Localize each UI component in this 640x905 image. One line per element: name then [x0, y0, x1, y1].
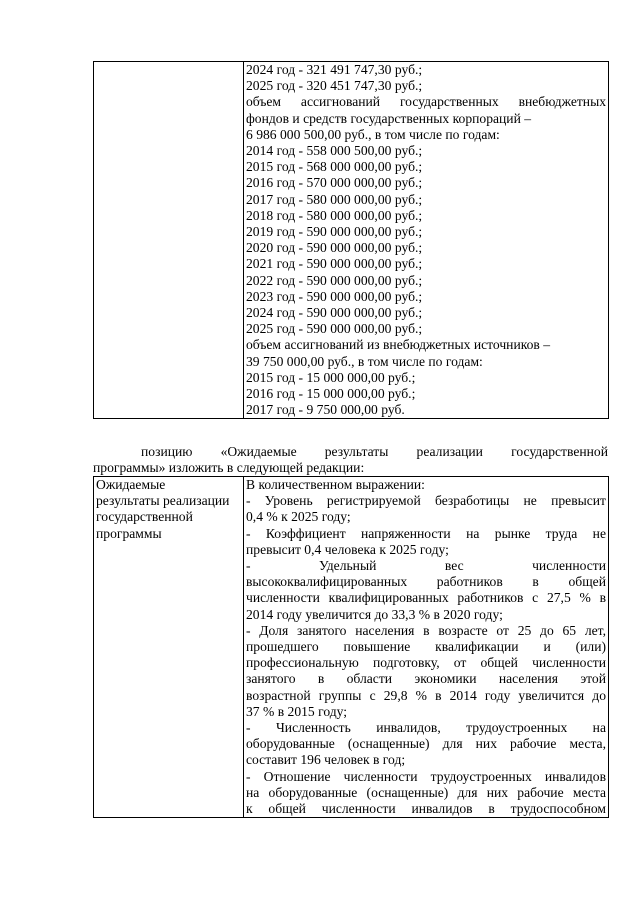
- label-cell: [94, 477, 244, 818]
- funding-table: [93, 61, 609, 419]
- funding-line: 2019 год - 590 000 000,00 руб.;: [246, 224, 423, 240]
- funding-line: 2018 год - 580 000 000,00 руб.;: [246, 207, 423, 223]
- result-item: [246, 769, 606, 818]
- funding-line: 2017 год - 580 000 000,00 руб.;: [246, 191, 423, 207]
- result-line: к общей численности инвалидов в трудоспособном: [246, 801, 606, 817]
- result-line: - Численность инвалидов, трудоустроенных на: [246, 720, 606, 736]
- result-line: оборудованные (оснащенные) для них рабочие места,: [246, 736, 606, 752]
- label-line: государственной: [96, 509, 193, 525]
- result-line: превысит 0,4 человека к 2025 году;: [246, 541, 449, 557]
- label-cell-empty: [94, 62, 244, 419]
- funding-line: 2025 год - 320 451 747,30 руб.;: [246, 78, 423, 94]
- result-line: высококвалифицированных работников в общей: [246, 574, 606, 590]
- funding-cell: [244, 62, 609, 419]
- label-line: программы: [96, 525, 162, 541]
- result-item: [246, 493, 606, 525]
- result-line: - Коэффициент напряженности на рынке труда не: [246, 525, 606, 541]
- funding-line: 2015 год - 568 000 000,00 руб.;: [246, 159, 423, 175]
- funding-line: объем ассигнований государственных внебюджетных: [246, 94, 606, 110]
- amendment-paragraph: [93, 444, 608, 476]
- funding-line: 2022 год - 590 000 000,00 руб.;: [246, 272, 423, 288]
- funding-line: 2015 год - 15 000 000,00 руб.;: [246, 369, 416, 385]
- expected-results-table: [93, 476, 609, 818]
- results-heading: В количественном выражении:: [246, 477, 425, 492]
- label-line: Ожидаемые: [96, 477, 166, 492]
- funding-line: 2017 год - 9 750 000,00 руб.: [246, 402, 405, 418]
- result-line: - Отношение численности трудоустроенных инвалидов: [246, 768, 606, 784]
- result-line: 37 % в 2015 году;: [246, 703, 348, 719]
- results-cell: [244, 477, 609, 818]
- result-line: 0,4 % к 2025 году;: [246, 509, 351, 525]
- funding-line: объем ассигнований из внебюджетных источников –: [246, 337, 551, 353]
- funding-line: 2025 год - 590 000 000,00 руб.;: [246, 321, 423, 337]
- result-line: профессиональную подготовку, от общей численности: [246, 655, 606, 671]
- result-line: составит 196 человек в год;: [246, 752, 406, 768]
- funding-line: 2021 год - 590 000 000,00 руб.;: [246, 256, 423, 272]
- result-line: занятого в области экономики населения этой: [246, 671, 606, 687]
- label-line: результаты реализации: [96, 493, 230, 509]
- funding-line: 2024 год - 590 000 000,00 руб.;: [246, 305, 423, 321]
- result-item: [246, 720, 606, 769]
- result-item: [246, 526, 606, 558]
- amendment-line: программы» изложить в следующей редакции:: [93, 460, 365, 476]
- result-line: - Уровень регистрируемой безработицы не превысит: [246, 493, 606, 509]
- funding-line: 2014 год - 558 000 500,00 руб.;: [246, 143, 423, 159]
- result-item: [246, 623, 606, 720]
- funding-line: 2020 год - 590 000 000,00 руб.;: [246, 240, 423, 256]
- result-line: - Удельный вес численности: [246, 558, 606, 574]
- funding-line: 2016 год - 570 000 000,00 руб.;: [246, 175, 423, 191]
- table-row: [94, 62, 609, 419]
- result-item: [246, 558, 606, 623]
- funding-line: 2024 год - 321 491 747,30 руб.;: [246, 62, 423, 77]
- amendment-line: позицию «Ожидаемые результаты реализации государственной: [141, 444, 608, 459]
- funding-line: 2023 год - 590 000 000,00 руб.;: [246, 288, 423, 304]
- result-line: - Доля занятого населения в возрасте от 25 до 65 лет,: [246, 622, 606, 638]
- result-line: прошедшего повышение квалификации и (или): [246, 639, 606, 655]
- result-line: возрастной группы с 29,8 % в 2014 году увеличится до: [246, 687, 606, 703]
- result-line: 2014 году увеличится до 33,3 % в 2020 году;: [246, 606, 503, 622]
- funding-line: 6 986 000 500,00 руб., в том числе по годам:: [246, 126, 500, 142]
- funding-line: 39 750 000,00 руб., в том числе по годам:: [246, 353, 483, 369]
- funding-line: фондов и средств государственных корпораций –: [246, 110, 532, 126]
- table-row: [94, 477, 609, 818]
- result-line: численности квалифицированных работников с 27,5 % в: [246, 590, 606, 606]
- result-line: на оборудованные (оснащенные) для них рабочие места: [246, 784, 606, 800]
- funding-line: 2016 год - 15 000 000,00 руб.;: [246, 386, 416, 402]
